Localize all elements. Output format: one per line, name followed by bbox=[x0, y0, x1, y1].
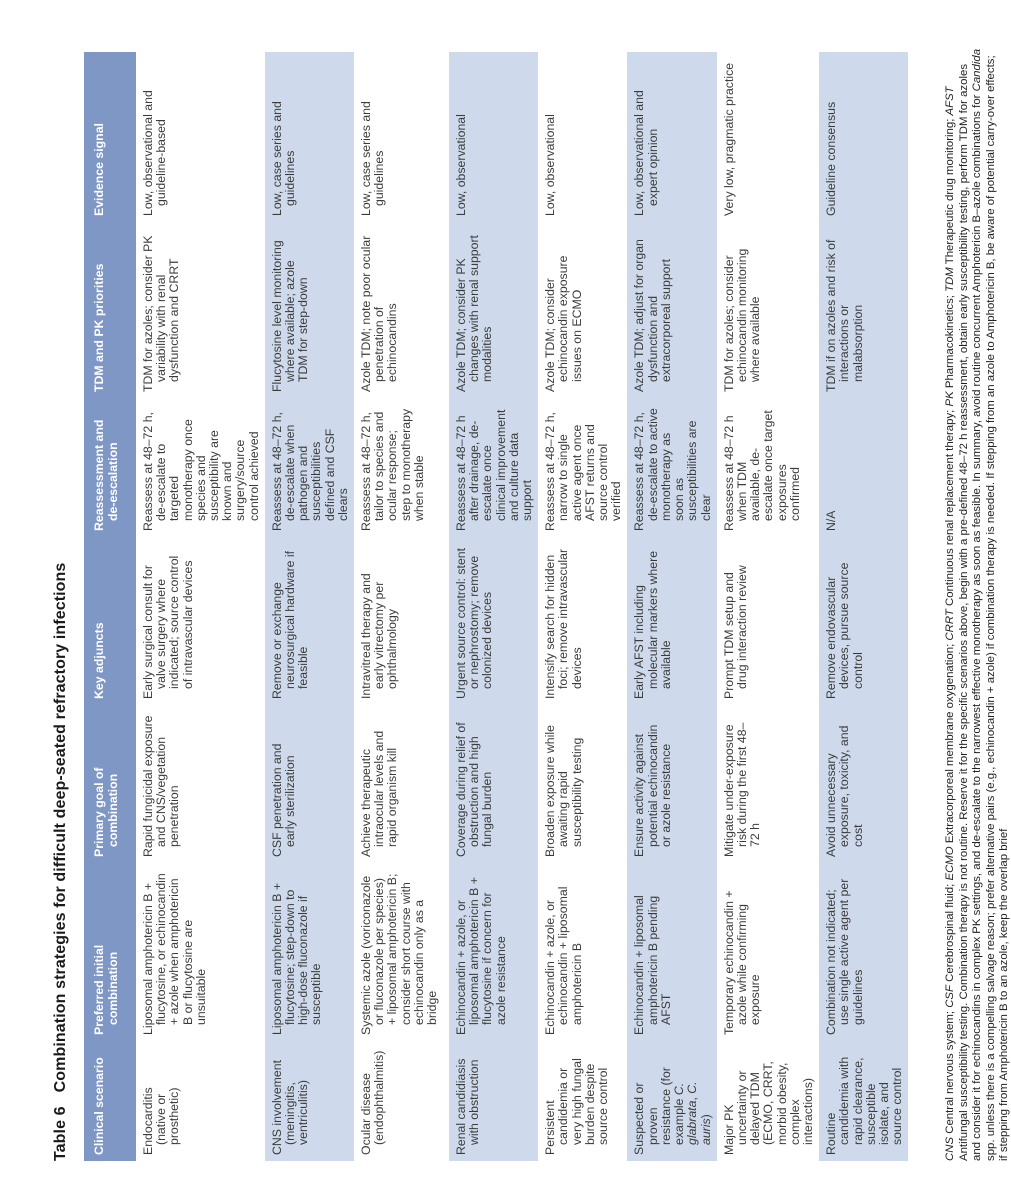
table-cell: Urgent source control: stent or nephrostomy; remove colonized devices bbox=[449, 537, 538, 705]
table-cell: Prompt TDM setup and drug interaction review bbox=[721, 565, 749, 699]
table-cell: Remove endovascular devices, pursue source control bbox=[819, 537, 908, 705]
table-row bbox=[627, 52, 716, 1161]
table-cell: Guideline consensus bbox=[819, 52, 908, 222]
table-row bbox=[538, 52, 627, 1161]
table-cell: Echinocandin + azole, or echinocandin + liposomal amphotericin B bbox=[543, 886, 584, 1035]
table-cell: TDM if on azoles and risk of interactions or malabsorption bbox=[819, 222, 908, 398]
table-cell: Azole TDM; consider PK changes with renal support modalities bbox=[449, 222, 538, 398]
table-cell: Intensify search for hidden foci; remove intravascular devices bbox=[543, 548, 584, 699]
column-header-key-adjuncts: Key adjuncts bbox=[84, 537, 136, 705]
table-caption bbox=[52, 42, 70, 1161]
table-cell: TDM for azoles; consider PK variability with renal dysfunction and CRRT bbox=[141, 235, 182, 392]
table-cell: Azole TDM; consider echinocandin exposure issues on ECMO bbox=[543, 255, 584, 392]
table-cell: Azole TDM; note poor ocular penetration of echinocandins bbox=[359, 235, 400, 392]
column-header-preferred-initial-combination: Preferred initial combination bbox=[84, 863, 136, 1041]
table-caption-title: Combination strategies for difficult deep-seated refractory infections bbox=[52, 562, 69, 1093]
table-cell: Low, case series and guidelines bbox=[359, 101, 387, 216]
column-header-evidence-signal: Evidence signal bbox=[84, 52, 136, 222]
table-cell: Renal candidiasis with obstruction bbox=[449, 1041, 538, 1161]
table-cell: Reassess at 48–72 h, de-escalate to targeted monotherapy once species and susceptibility are known and surgery/source control achieved bbox=[141, 412, 261, 531]
table-row bbox=[449, 52, 538, 1161]
table-caption-label: Table 6 bbox=[52, 1106, 69, 1161]
column-header-tdm-pk-priorities: TDM and PK priorities bbox=[84, 222, 136, 398]
table-row bbox=[354, 52, 449, 1161]
table-cell: Routine candidemia with rapid clearance, susceptible isolate, and source control bbox=[819, 1041, 908, 1161]
table-cell: Mitigate under-exposure risk during the first 48–72 h bbox=[721, 722, 763, 857]
table-cell: Remove or exchange neurosurgical hardware if feasible bbox=[265, 537, 354, 705]
table-row bbox=[136, 52, 265, 1161]
table-cell: Low, observational bbox=[543, 114, 558, 216]
table-cell: Persistent candidemia or very high fungal burden despite source control bbox=[543, 1058, 611, 1155]
table-row bbox=[819, 52, 908, 1161]
table-cell: Reassess at 48–72 h, de-escalate when pathogen and susceptibilities defined and CSF clears bbox=[265, 398, 354, 537]
table-cell: Rapid fungicidal exposure and CNS/vegetation penetration bbox=[141, 715, 182, 857]
table-cell: Ocular disease (endophthalmitis) bbox=[359, 1050, 387, 1155]
table-cell: Suspected or proven resistance (for example C. glabrata, C. auris) bbox=[627, 1041, 716, 1161]
table-cell: Low, observational and expert opinion bbox=[627, 52, 716, 222]
table-row bbox=[717, 52, 819, 1161]
table-cell: Low, case series and guidelines bbox=[265, 52, 354, 222]
table-cell: Endocarditis (native or prosthetic) bbox=[141, 1087, 182, 1155]
table-cell: Flucytosine level monitoring where available; azole TDM for step-down bbox=[265, 222, 354, 398]
table-cell: Temporary echinocandin + azole while confirming exposure bbox=[721, 890, 763, 1035]
table-cell: Echinocandin + liposomal amphotericin B pending AFST bbox=[627, 863, 716, 1041]
table-cell: TDM for azoles; consider echinocandin monitoring where available bbox=[721, 248, 763, 392]
table-cell: Coverage during relief of obstruction and high fungal burden bbox=[449, 705, 538, 863]
table-cell: Combination not indicated; use single active agent per guidelines bbox=[819, 863, 908, 1041]
table-cell: Reassess at 48–72 h, tailor to species and ocular response; step to monotherapy when stable bbox=[359, 408, 426, 531]
table-cell: Reassess at 48–72 h, narrow to single active agent once AFST returns and source control verified bbox=[543, 412, 624, 531]
table-cell: Achieve therapeutic intraocular levels and rapid organism kill bbox=[359, 730, 400, 857]
table-footnote: CNS Central nervous system; CSF Cerebrospinal fluid; ECMO Extracorporeal membrane oxygenation; CRRT Continuous renal replacement therapy; PK Pharmacokinetics; TDM Therapeutic drug monitoring; AFST Antifungal susceptibility testing. Combination therapy is not routine. Reserve it for the specific scenarios above, begin with a pre-defined 48–72 h reassessment, obtain early susceptibility testing, perform TDM for azoles and consider it for echinocandins in complex PK settings, and de-escalate to the narrowest effective monotherapy as soon as feasible. In summary, avoid routine concurrent Amphotericin B–azole combinations for Candida spp. unless there is a compelling salvage reason; prefer alternative pairs (e.g., echinocandin + azole) if combination therapy is needed. If stepping from an azole to Amphotericin B, be aware of potential carry-over effects; if stepping from Amphotericin B to an azole, keep the overlap brief bbox=[944, 48, 1010, 1161]
table-cell: CSF penetration and early sterilization bbox=[265, 705, 354, 863]
table-cell: Reassess at 48–72 h after drainage, de-escalate once clinical improvement and culture data support bbox=[449, 398, 538, 537]
table-cell: Azole TDM; adjust for organ dysfunction and extracorporeal support bbox=[627, 222, 716, 398]
table-cell: Major PK uncertainty or delayed TDM (ECMO, CRRT, morbid obesity, complex interactions) bbox=[721, 1061, 815, 1155]
table-cell: Early surgical consult for valve surgery where indicated; source control of intravascular devices bbox=[141, 555, 195, 699]
table-cell: Low, observational bbox=[449, 52, 538, 222]
strategies-table bbox=[84, 52, 908, 1161]
table-cell: Very low, pragmatic practice bbox=[721, 62, 736, 216]
table-cell: Broaden exposure while awaiting rapid susceptibility testing bbox=[543, 725, 584, 857]
table-cell: Low, observational and guideline-based bbox=[141, 90, 169, 216]
column-header-reassessment: Reassessment and de-escalation bbox=[84, 398, 136, 537]
table-cell: Ensure activity against potential echinocandin or azole resistance bbox=[627, 705, 716, 863]
column-header-clinical-scenario: Clinical scenario bbox=[84, 1041, 136, 1161]
column-header-primary-goal: Primary goal of combination bbox=[84, 705, 136, 863]
table-header-row bbox=[84, 52, 136, 1161]
table-row bbox=[265, 52, 354, 1161]
table-cell: Early AFST including molecular markers where available bbox=[627, 537, 716, 705]
table-cell: Systemic azole (voriconazole or fluconazole per species) + liposomal amphotericin B; consider short course with echinocandin only as a bridge bbox=[359, 873, 440, 1035]
table-cell: Reassess at 48–72 h when TDM available, de-escalate once target exposures confirmed bbox=[721, 410, 802, 531]
table-cell: Intravitreal therapy and early vitrectomy per ophthalmology bbox=[359, 573, 400, 699]
table-cell: Liposomal amphotericin B + flucytosine; step-down to high-dose fluconazole if susceptible bbox=[265, 863, 354, 1041]
table-cell: Echinocandin + azole, or liposomal amphotericin B + flucytosine if concern for azole resistance bbox=[449, 863, 538, 1041]
table-cell: Reassess at 48–72 h, de-escalate to active monotherapy as soon as susceptibilities are clear bbox=[627, 398, 716, 537]
table-cell: Liposomal amphotericin B + flucytosine, or echinocandin + azole when amphotericin B or flucytosine are unsuitable bbox=[141, 873, 208, 1035]
table-cell: N/A bbox=[819, 398, 908, 537]
table-cell: CNS involvement (meningitis, ventriculitis) bbox=[265, 1041, 354, 1161]
table-cell: Avoid unnecessary exposure, toxicity, and cost bbox=[819, 705, 908, 863]
